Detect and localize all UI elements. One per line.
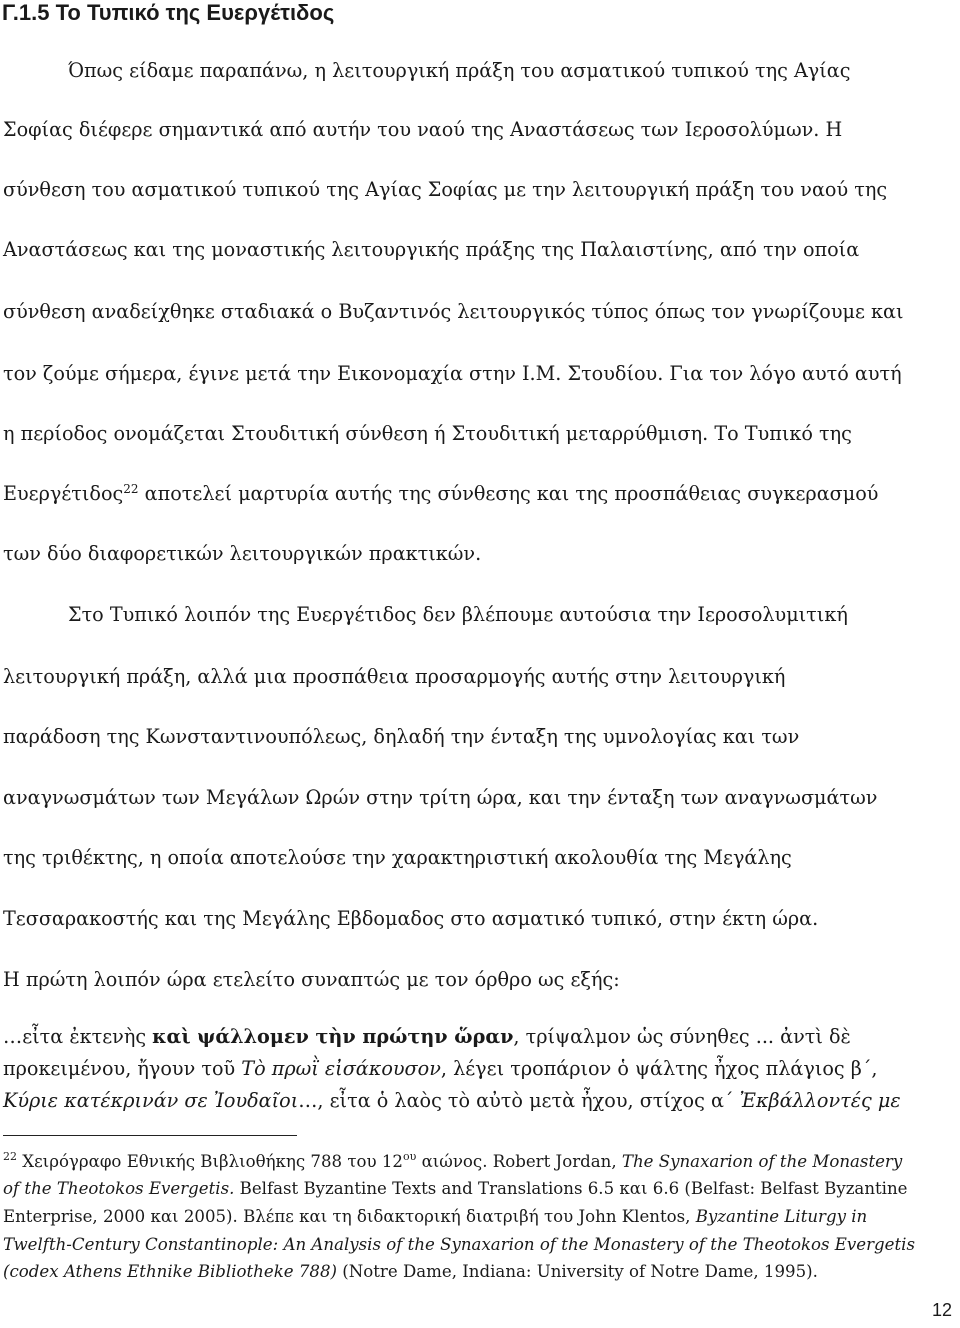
paragraph-line: παράδοση της Κωνσταντινουπόλεως, δηλαδή την ένταξη της υμνολογίας και των — [3, 725, 800, 748]
paragraph-text: αποτελεί μαρτυρία αυτής της σύνθεσης και της προσπάθειας συγκερασμού — [138, 482, 879, 505]
paragraph-line: Όπως είδαμε παραπάνω, η λειτουργική πράξη του ασματικού τυπικού της Αγίας — [68, 59, 851, 82]
paragraph-text: Ευεργέτιδος — [3, 482, 124, 505]
paragraph-line: σύνθεση του ασματικού τυπικού της Αγίας Σοφίας με την λειτουργική πράξη του ναού της — [3, 178, 888, 201]
footnote-line — [3, 1151, 902, 1173]
footnote-italic-text: (codex Athens Ethnike Bibliotheke 788) — [3, 1262, 337, 1281]
footnote-text: Enterprise, 2000 και 2005). Βλέπε και τη διδακτορική διατριβή του John Klentos, — [3, 1207, 696, 1226]
quote-italic-text: Τὸ πρωῒ εἰσάκουσον — [241, 1057, 441, 1080]
footnote-italic-text: Byzantine Liturgy in — [695, 1207, 868, 1226]
paragraph-line: η περίοδος ονομάζεται Στουδιτική σύνθεση ή Στουδιτική μεταρρύθμιση. Το Τυπικό της — [3, 422, 852, 445]
paragraph-line: σύνθεση αναδείχθηκε σταδιακά ο Βυζαντινός λειτουργικός τύπος όπως τον γνωρίζουμε και — [3, 300, 904, 323]
footnote-superscript: ου — [403, 1150, 417, 1163]
paragraph-line: Αναστάσεως και της μοναστικής λειτουργικής πράξης της Παλαιστίνης, από την οποία — [3, 238, 860, 261]
paragraph-line: Η πρώτη λοιπόν ώρα ετελείτο συναπτώς με τον όρθρο ως εξής: — [3, 968, 620, 991]
page-number: 12 — [931, 1300, 952, 1320]
paragraph-line: της τριθέκτης, η οποία αποτελούσε την χαρακτηριστική ακολουθία της Μεγάλης — [3, 846, 792, 869]
paragraph-line: των δύο διαφορετικών λειτουργικών πρακτικών. — [3, 542, 482, 565]
quote-text: , λέγει τροπάριον ὁ ψάλτης ἦχος πλάγιος β΄, — [440, 1057, 878, 1080]
footnote-text: (Notre Dame, Indiana: University of Notre Dame, 1995). — [337, 1262, 818, 1281]
footnote-number: 22 — [3, 1150, 17, 1163]
section-heading: Γ.1.5 Το Τυπικό της Ευεργέτιδος — [2, 0, 335, 25]
paragraph-line: αναγνωσμάτων των Μεγάλων Ωρών στην τρίτη ώρα, και την ένταξη των αναγνωσμάτων — [3, 786, 878, 809]
paragraph-line: λειτουργική πράξη, αλλά μια προσπάθεια προσαρμογής αυτής στην λειτουργική — [3, 665, 786, 688]
footnote-line — [3, 1178, 908, 1200]
footnote-line — [3, 1234, 915, 1256]
quote-line — [3, 1025, 851, 1049]
footnote-italic-text: Twelfth-Century Constantinople: An Analysis of the Synaxarion of the Monastery of the Theotokos Evergetis — [3, 1235, 915, 1254]
footnote-text: Belfast Byzantine Texts and Translations 6.5 και 6.6 (Belfast: Belfast Byzantine — [234, 1179, 908, 1198]
paragraph-line — [3, 482, 878, 506]
paragraph-line: Τεσσαρακοστής και της Μεγάλης Εβδομαδος στο ασματικό τυπικό, στην έκτη ώρα. — [3, 907, 819, 930]
footnote-text: αιώνος. Robert Jordan, — [416, 1152, 622, 1171]
quote-text: , τρίψαλμον ὡς σύνηθες ... ἀντὶ δὲ — [513, 1025, 851, 1048]
quote-italic-text: Κύριε κατέκρινάν σε Ἰουδαῖοι — [3, 1089, 299, 1112]
quote-italic-text: Ἐκβάλλοντές με — [739, 1089, 901, 1112]
footnote-separator — [3, 1135, 297, 1136]
footnote-text: Χειρόγραφο Εθνικής Βιβλιοθήκης 788 του 12 — [17, 1152, 403, 1171]
footnote-italic-text: of the Theotokos Evergetis. — [3, 1179, 235, 1198]
footnote-italic-text: The Synaxarion of the Monastery — [621, 1152, 903, 1171]
quote-line — [3, 1057, 878, 1081]
quote-text: …, εἶτα ὁ λαὸς τὸ αὐτὸ μετὰ ἦχου, στίχος α΄ — [298, 1089, 740, 1112]
quote-line — [3, 1089, 901, 1113]
paragraph-line: Στο Τυπικό λοιπόν της Ευεργέτιδος δεν βλέπουμε αυτούσια την Ιεροσολυμιτική — [68, 603, 848, 626]
footnote-line — [3, 1261, 818, 1283]
footnote-line — [3, 1206, 867, 1228]
quote-text: …εἶτα ἐκτενὴς — [3, 1025, 153, 1048]
paragraph-line: τον ζούμε σήμερα, έγινε μετά την Εικονομαχία στην Ι.Μ. Στουδίου. Για τον λόγο αυτό αυτή — [3, 362, 902, 385]
footnote-reference[interactable]: 22 — [123, 482, 139, 496]
quote-text: προκειμένου, ἤγουν τοῦ — [3, 1057, 242, 1080]
paragraph-line: Σοφίας διέφερε σημαντικά από αυτήν του ναού της Αναστάσεως των Ιεροσολύμων. Η — [3, 118, 843, 141]
quote-bold-text: καὶ ψάλλομεν τὴν πρώτην ὥραν — [152, 1025, 514, 1048]
